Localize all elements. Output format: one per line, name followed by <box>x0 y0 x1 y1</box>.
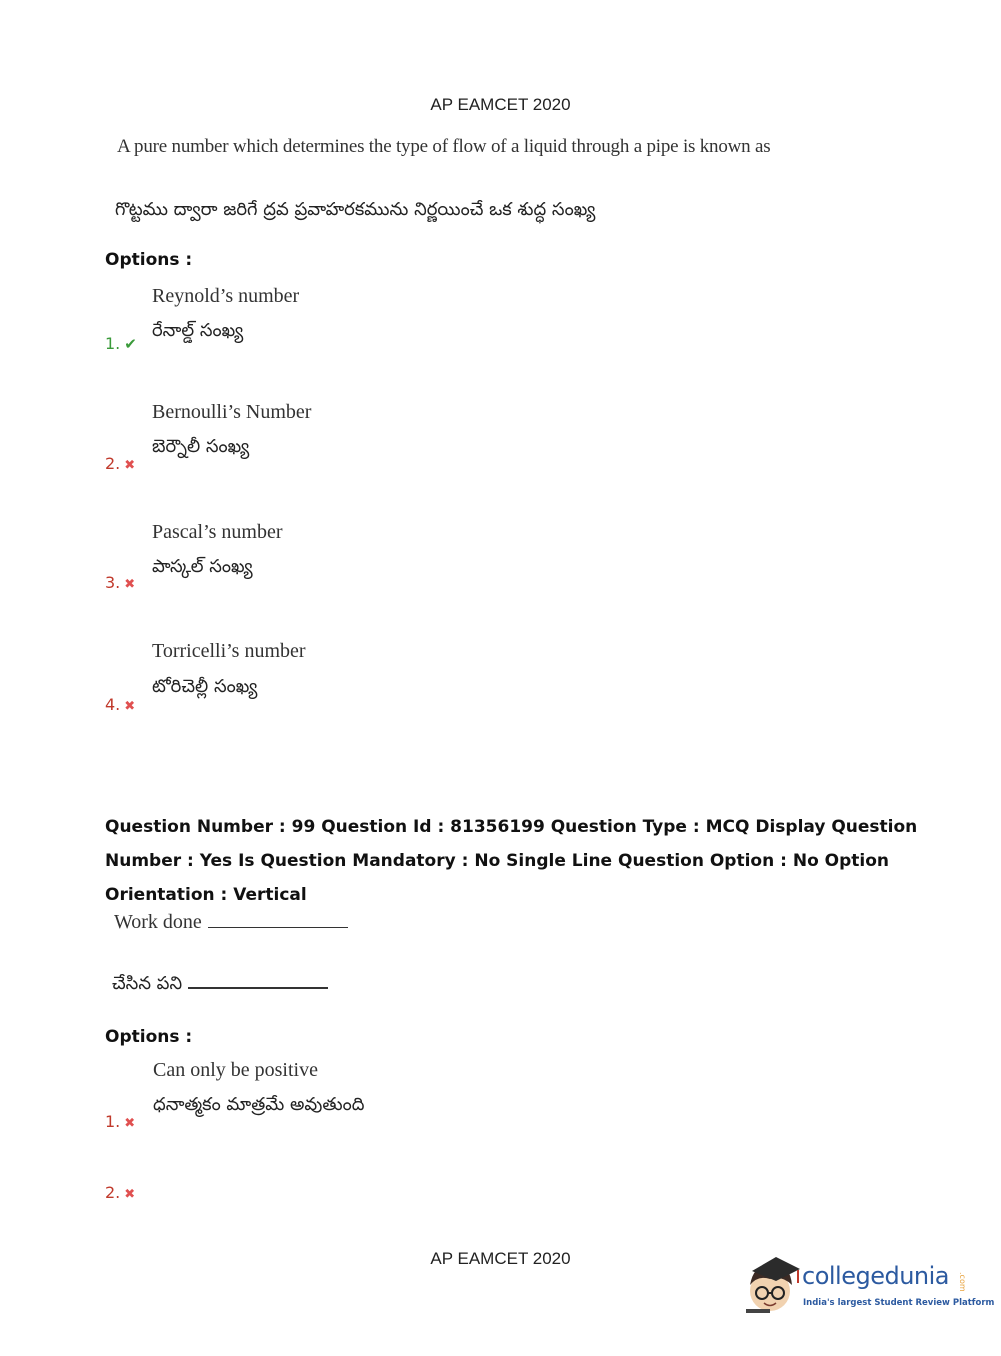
option-2-telugu: బెర్నౌలీ సంఖ్య <box>152 436 250 457</box>
question-2-telugu-text: చేసిన పని <box>112 973 183 994</box>
check-icon: ✔ <box>124 335 137 353</box>
option-4-number <box>105 695 135 714</box>
option-1-number <box>105 334 137 353</box>
logo-domain-suffix: .com <box>958 1272 967 1292</box>
option-4-english: Torricelli’s number <box>152 640 306 662</box>
cross-icon: ✖ <box>124 1116 136 1131</box>
option-3-english: Pascal’s number <box>152 521 283 543</box>
logo-tagline: India's largest Student Review Platform <box>803 1298 995 1308</box>
options-label: Options : <box>105 1027 193 1047</box>
mascot-icon <box>742 1251 804 1321</box>
question-2-telugu <box>112 973 328 998</box>
option-1-telugu: రేనాల్డ్ సంఖ్య <box>152 320 244 341</box>
question-2-english <box>114 911 348 934</box>
option-number: 3. <box>105 573 121 592</box>
option-number: 1. <box>105 1112 121 1131</box>
option-1-english: Reynold’s number <box>152 285 300 307</box>
option-2-number <box>105 454 135 473</box>
options-label: Options : <box>105 250 193 270</box>
option-number: 2. <box>105 454 121 473</box>
page-header: AP EAMCET 2020 <box>430 95 571 114</box>
cross-icon: ✖ <box>124 458 136 473</box>
q2-option-1-number <box>105 1112 135 1131</box>
cross-icon: ✖ <box>124 577 136 592</box>
question-metadata: Question Number : 99 Question Id : 81356199 Question Type : MCQ Display Question Number : Yes Is Question Mandatory : No Single Line Question Option : No Option Orientation : Vertical <box>105 817 918 905</box>
option-3-number <box>105 573 135 592</box>
answer-blank <box>188 973 328 989</box>
option-3-telugu: పాస్కల్ సంఖ్య <box>152 556 253 577</box>
question-text-english: A pure number which determines the type of flow of a liquid through a pipe is known as <box>117 136 771 157</box>
q2-option-1-english: Can only be positive <box>153 1059 318 1081</box>
q2-option-1-telugu: ధనాత్మకం మాత్రమే అవుతుంది <box>153 1094 365 1115</box>
option-4-telugu: టోరిచెల్లీ సంఖ్య <box>152 676 258 697</box>
question-2-english-text: Work done <box>114 911 202 933</box>
cross-icon: ✖ <box>124 1187 136 1202</box>
option-number: 1. <box>105 334 121 353</box>
cross-icon: ✖ <box>124 699 136 714</box>
option-number: 2. <box>105 1183 121 1202</box>
logo-wordmark: collegedunia <box>802 1262 950 1290</box>
q2-option-2-number <box>105 1183 135 1202</box>
page-footer: AP EAMCET 2020 <box>430 1249 571 1268</box>
answer-blank <box>208 913 348 928</box>
option-number: 4. <box>105 695 121 714</box>
option-2-english: Bernoulli’s Number <box>152 401 312 423</box>
question-text-telugu: గొట్టము ద్వారా జరిగే ద్రవ ప్రవాహరకమును నిర్ణయించే ఒక శుద్ధ సంఖ్య <box>115 199 596 220</box>
